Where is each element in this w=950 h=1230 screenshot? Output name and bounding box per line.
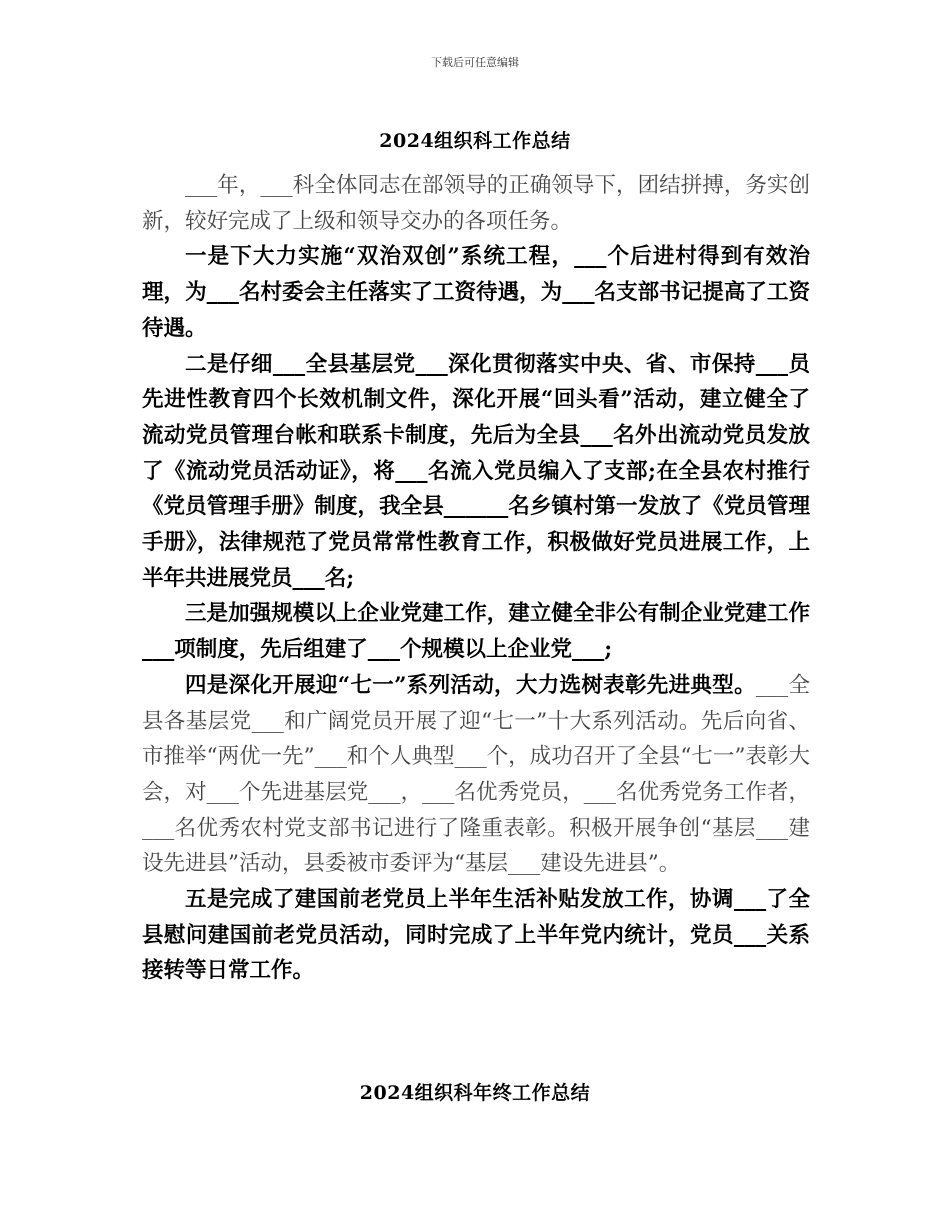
document-title: 2024组织科工作总结	[379, 130, 571, 152]
paragraph-point-1: 一是下大力实施“双治双创”系统工程，___个后进村得到有效治理，为___名村委会主任落实了工资待遇，为___名支部书记提高了工资待遇。	[142, 244, 810, 341]
section-title: 2024组织科年终工作总结	[359, 1082, 591, 1104]
paragraph-point-4	[142, 668, 810, 882]
paragraph-point-5: 五是完成了建国前老党员上半年生活补贴发放工作，协调___了全县慰问建国前老党员活动，同时完成了上半年党内统计，党员___关系接转等日常工作。	[142, 887, 810, 984]
page-header: 下载后可任意编辑	[431, 56, 519, 69]
paragraph-point-4-body: ___全县各基层党___和广阔党员开展了迎“七一”十大系列活动。先后向省、市推举“两优一先”___和个人典型___个，成功召开了全县“七一”表彰大会，对___个先进基层党___，___名优秀党员，___名优秀党务工作者，___名优秀农村党支部书记进行了隆重表彰。积极开展争创“基层___建设先进县”活动，县委被市委评为“基层___建设先进县”。	[142, 672, 810, 877]
paragraph-point-4-lead: 四是深化开展迎“七一”系列活动，大力选树表彰先进典型。	[185, 672, 756, 698]
paragraph-point-2: 二是仔细___全县基层党___深化贯彻落实中央、省、市保持___员先进性教育四个长效机制文件，深化开展“回头看”活动，建立健全了流动党员管理台帐和联系卡制度，先后为全县___名外出流动党员发放了《流动党员活动证》，将___名流入党员编入了支部;在全县农村推行《党员管理手册》制度，我全县______名乡镇村第一发放了《党员管理手册》，法律规范了党员常常性教育工作，积极做好党员进展工作，上半年共进展党员___名;	[142, 351, 810, 591]
document-body	[142, 168, 810, 989]
paragraph-intro: ___年，___科全体同志在部领导的正确领导下，团结拼搏，务实创新，较好完成了上级和领导交办的各项任务。	[142, 173, 810, 234]
paragraph-point-3: 三是加强规模以上企业党建工作，建立健全非公有制企业党建工作___项制度，先后组建了___个规模以上企业党___;	[142, 601, 810, 663]
